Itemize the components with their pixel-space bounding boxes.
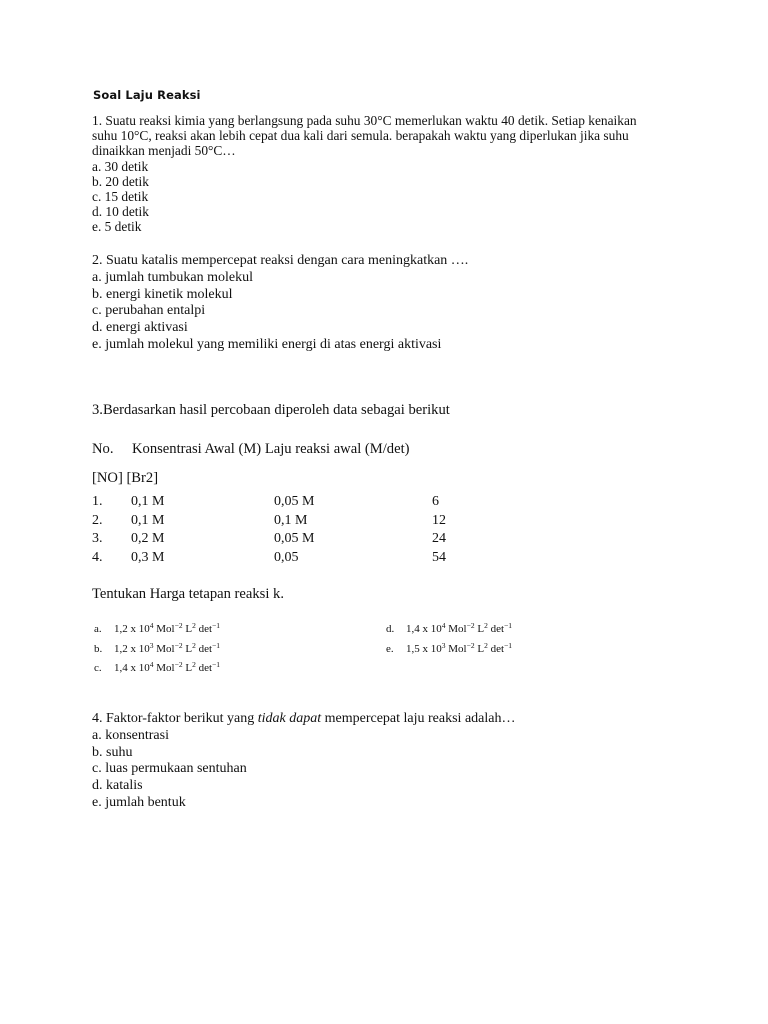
row-number: 1. (92, 494, 103, 509)
unit-l: L (185, 662, 193, 674)
option-coefficient: 1,4 x 10 (114, 662, 150, 674)
row-number: 2. (92, 512, 103, 528)
unit-mol-exponent: −2 (174, 660, 183, 669)
question-1 (92, 113, 692, 235)
br2-concentration: 0,05 M (274, 494, 315, 509)
unit-l: L (185, 623, 193, 635)
unit-det-exponent: −1 (212, 641, 220, 650)
unit-l-exponent: 2 (192, 621, 196, 630)
table-header-no: No. (92, 441, 114, 457)
option-exponent: 3 (441, 641, 446, 650)
unit-det: det (198, 623, 213, 635)
unit-l-exponent: 2 (192, 660, 196, 669)
question-4-option-a: a. konsentrasi (92, 727, 169, 743)
option-coefficient: 1,5 x 10 (406, 643, 442, 655)
unit-mol-exponent: −2 (466, 621, 475, 630)
option-exponent: 4 (149, 660, 154, 669)
question-1-line: suhu 10°C, reaksi akan lebih cepat dua kali dari semula. berapakah waktu yang diperlukan jika suhu (92, 128, 629, 144)
question-2-option-c: c. perubahan entalpi (92, 303, 206, 319)
option-exponent: 4 (441, 621, 446, 630)
unit-mol: Mol (156, 662, 175, 674)
question-4-suffix: mempercepat laju reaksi adalah… (321, 711, 516, 726)
unit-mol-exponent: −2 (174, 641, 183, 650)
unit-det-exponent: −1 (212, 621, 220, 630)
unit-mol-exponent: −2 (466, 641, 475, 650)
unit-det-exponent: −1 (212, 660, 220, 669)
row-number: 3. (92, 531, 103, 546)
unit-det: det (490, 643, 505, 655)
question-3-instruction: Tentukan Harga tetapan reaksi k. (92, 586, 284, 602)
table-subheader: [NO] [Br2] (92, 470, 159, 486)
question-1-option-c: c. 15 detik (92, 189, 149, 205)
reaction-rate: 12 (432, 512, 446, 528)
unit-l-exponent: 2 (192, 641, 196, 650)
option-letter: b. (94, 643, 103, 655)
question-4-option-e: e. jumlah bentuk (92, 794, 186, 810)
question-2-text: 2. Suatu katalis mempercepat reaksi dengan cara meningkatkan …. (92, 253, 469, 268)
unit-mol: Mol (448, 623, 467, 635)
question-3-option-e (386, 641, 512, 655)
no-concentration: 0,1 M (131, 494, 165, 509)
table-header-columns: Konsentrasi Awal (M) Laju reaksi awal (M/det) (132, 441, 410, 457)
reaction-rate: 24 (432, 531, 446, 546)
question-2-option-d: d. energi aktivasi (92, 320, 188, 336)
question-2-option-a: a. jumlah tumbukan molekul (92, 269, 253, 285)
table-header (92, 441, 409, 458)
page-title: Soal Laju Reaksi (93, 88, 201, 102)
unit-l-exponent: 2 (484, 621, 488, 630)
question-4-option-b: b. suhu (92, 744, 133, 760)
question-1-option-e: e. 5 detik (92, 219, 142, 235)
unit-det: det (490, 623, 505, 635)
question-4-prefix: 4. Faktor-faktor berikut yang (92, 711, 258, 726)
question-1-option-d: d. 10 detik (92, 204, 149, 220)
unit-det-exponent: −1 (504, 621, 512, 630)
unit-det: det (198, 662, 213, 674)
question-3-option-c (94, 660, 220, 674)
unit-mol-exponent: −2 (174, 621, 183, 630)
unit-l: L (477, 623, 485, 635)
question-1-option-b: b. 20 detik (92, 173, 149, 189)
br2-concentration: 0,05 (274, 549, 299, 565)
option-letter: a. (94, 623, 102, 635)
question-3-text: 3.Berdasarkan hasil percobaan diperoleh data sebagai berikut (92, 402, 450, 418)
unit-mol: Mol (156, 643, 175, 655)
question-3-option-d (386, 621, 512, 635)
question-4-option-c: c. luas permukaan sentuhan (92, 761, 247, 777)
unit-det-exponent: −1 (504, 641, 512, 650)
question-4-text (92, 711, 692, 728)
question-2-option-e: e. jumlah molekul yang memiliki energi di atas energi aktivasi (92, 336, 442, 352)
option-coefficient: 1,4 x 10 (406, 623, 442, 635)
option-exponent: 4 (149, 621, 154, 630)
reaction-rate: 54 (432, 549, 446, 565)
question-1-option-a: a. 30 detik (92, 158, 149, 174)
br2-concentration: 0,1 M (274, 512, 308, 528)
question-3-option-a (94, 621, 220, 635)
option-coefficient: 1,2 x 10 (114, 623, 150, 635)
question-4-emphasis: tidak dapat (257, 711, 322, 726)
question-4 (92, 711, 692, 812)
reaction-rate: 6 (432, 494, 439, 509)
no-concentration: 0,2 M (131, 531, 165, 546)
question-3-option-b (94, 641, 220, 655)
question-1-line: dinaikkan menjadi 50°C… (92, 143, 236, 159)
question-2 (92, 253, 692, 354)
unit-l: L (477, 643, 485, 655)
question-4-option-d: d. katalis (92, 778, 143, 794)
option-letter: e. (386, 643, 394, 655)
question-1-line: 1. Suatu reaksi kimia yang berlangsung pada suhu 30°C memerlukan waktu 40 detik. Setiap kenaikan (92, 113, 637, 128)
no-concentration: 0,3 M (131, 549, 165, 565)
unit-mol: Mol (448, 643, 467, 655)
option-letter: c. (94, 662, 102, 674)
option-coefficient: 1,2 x 10 (114, 643, 150, 655)
question-2-option-b: b. energi kinetik molekul (92, 286, 233, 302)
row-number: 4. (92, 549, 103, 565)
option-exponent: 3 (149, 641, 154, 650)
option-letter: d. (386, 623, 395, 635)
unit-l: L (185, 643, 193, 655)
br2-concentration: 0,05 M (274, 531, 315, 546)
unit-det: det (198, 643, 213, 655)
unit-l-exponent: 2 (484, 641, 488, 650)
no-concentration: 0,1 M (131, 512, 165, 528)
unit-mol: Mol (156, 623, 175, 635)
